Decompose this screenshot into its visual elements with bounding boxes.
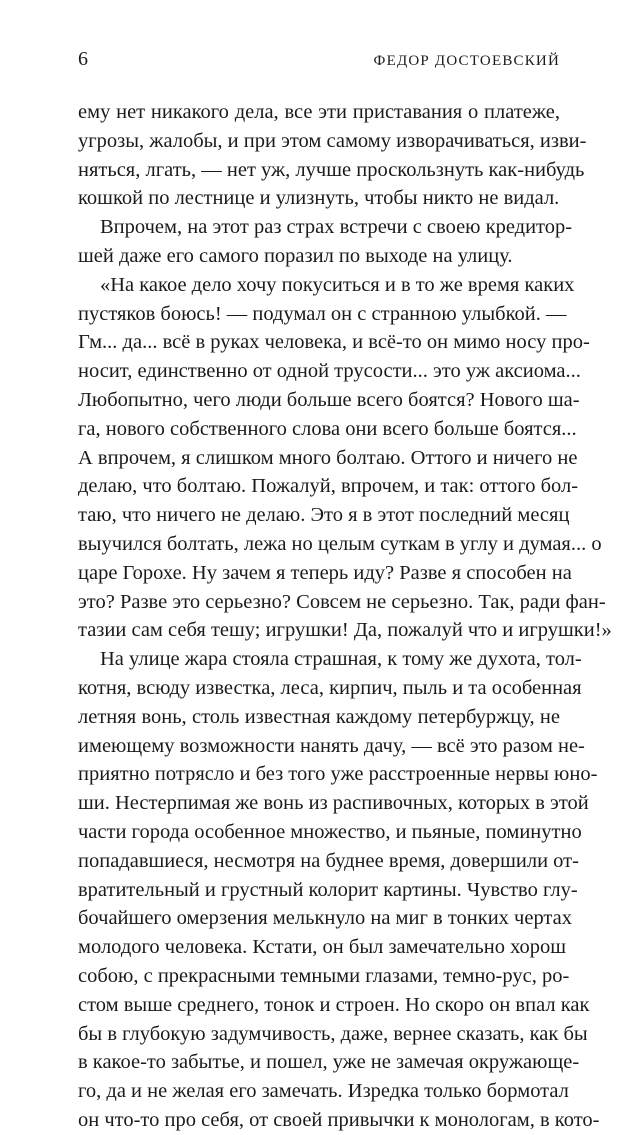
text-line: таю, что ничего не делаю. Это я в этот последний месяц bbox=[78, 504, 570, 527]
text-line: летняя вонь, столь известная каждому петербуржцу, не bbox=[78, 705, 560, 728]
text-line: бы в глубокую задумчивость, даже, вернее сказать, как бы bbox=[78, 1022, 588, 1045]
text-line: няться, лгать, — нет уж, лучше проскользнуть как-нибудь bbox=[78, 158, 585, 181]
paragraph bbox=[78, 98, 587, 213]
text-line: ему нет никакого дела, все эти приставания о платеже, bbox=[78, 101, 560, 123]
text-line: делаю, что болтаю. Пожалуй, впрочем, и так: оттого бол- bbox=[78, 475, 579, 498]
text-line: Любопытно, чего люди больше всего боятся? Нового ша- bbox=[78, 388, 580, 411]
text-line: бочайшего омерзения мелькнуло на миг в тонких чертах bbox=[78, 907, 572, 930]
text-line: приятно потрясло и без того уже расстроенные нервы юно- bbox=[78, 763, 598, 786]
text-line: кошкой по лестнице и улизнуть, чтобы никто не видал. bbox=[78, 187, 560, 210]
paragraph bbox=[78, 271, 612, 645]
paragraph bbox=[78, 213, 573, 271]
text-line: в какое-то забытье, и пошел, уже не замечая окружающе- bbox=[78, 1051, 580, 1074]
text-line: стом выше среднего, тонок и строен. Но скоро он впал как bbox=[78, 993, 590, 1016]
text-line: Гм... да... всё в руках человека, и всё-то он мимо носу про- bbox=[78, 331, 590, 354]
text-line: царе Горохе. Ну зачем я теперь иду? Разве я способен на bbox=[78, 561, 572, 584]
text-line: вратительный и грустный колорит картины. Чувство глу- bbox=[78, 878, 578, 901]
running-head bbox=[78, 48, 560, 72]
text-line: собою, с прекрасными темными глазами, темно-рус, ро- bbox=[78, 964, 570, 987]
text-line: угрозы, жалобы, и при этом самому изворачиваться, изви- bbox=[78, 129, 587, 152]
text-line: На улице жара стояла страшная, к тому же духота, тол- bbox=[100, 648, 582, 671]
text-line: го, да и не желая его замечать. Изредка только бормотал bbox=[78, 1080, 569, 1103]
paragraph bbox=[78, 645, 600, 1135]
text-line: «На какое дело хочу покуситься и в то же время каких bbox=[100, 273, 575, 296]
text-line: части города особенное множество, и пьяные, поминутно bbox=[78, 820, 582, 843]
text-line: попадавшиеся, несмотря на буднее время, довершили от- bbox=[78, 849, 579, 872]
text-line: га, нового собственного слова они всего больше боятся... bbox=[78, 417, 577, 440]
text-line: ши. Нестерпимая же вонь из распивочных, которых в этой bbox=[78, 792, 589, 815]
running-title: ФЕДОР ДОСТОЕВСКИЙ bbox=[373, 53, 560, 69]
body-text bbox=[78, 98, 612, 1135]
text-line: выучился болтать, лежа но целым суткам в углу и думая... о bbox=[78, 532, 602, 555]
text-line: он что-то про себя, от своей привычки к монологам, в кото- bbox=[78, 1108, 600, 1131]
text-line: котня, всюду известка, леса, кирпич, пыль и та особенная bbox=[78, 676, 582, 699]
text-line: тазии сам себя тешу; игрушки! Да, пожалуй что и игрушки!» bbox=[78, 619, 612, 642]
text-line: шей даже его самого поразил по выходе на улицу. bbox=[78, 244, 513, 267]
text-line: носит, единственно от одной трусости... это уж аксиома... bbox=[78, 360, 581, 383]
text-line: это? Разве это серьезно? Совсем не серьезно. Так, ради фан- bbox=[78, 590, 606, 613]
text-line: Впрочем, на этот раз страх встречи с своею кредитор- bbox=[100, 216, 573, 239]
text-line: имеющему возможности нанять дачу, — всё это разом не- bbox=[78, 734, 585, 757]
text-line: молодого человека. Кстати, он был замечательно хорош bbox=[78, 936, 567, 959]
page-number: 6 bbox=[78, 48, 89, 70]
text-line: А впрочем, я слишком много болтаю. Оттого и ничего не bbox=[78, 446, 578, 469]
text-line: пустяков боюсь! — подумал он с странною улыбкой. — bbox=[78, 302, 567, 325]
